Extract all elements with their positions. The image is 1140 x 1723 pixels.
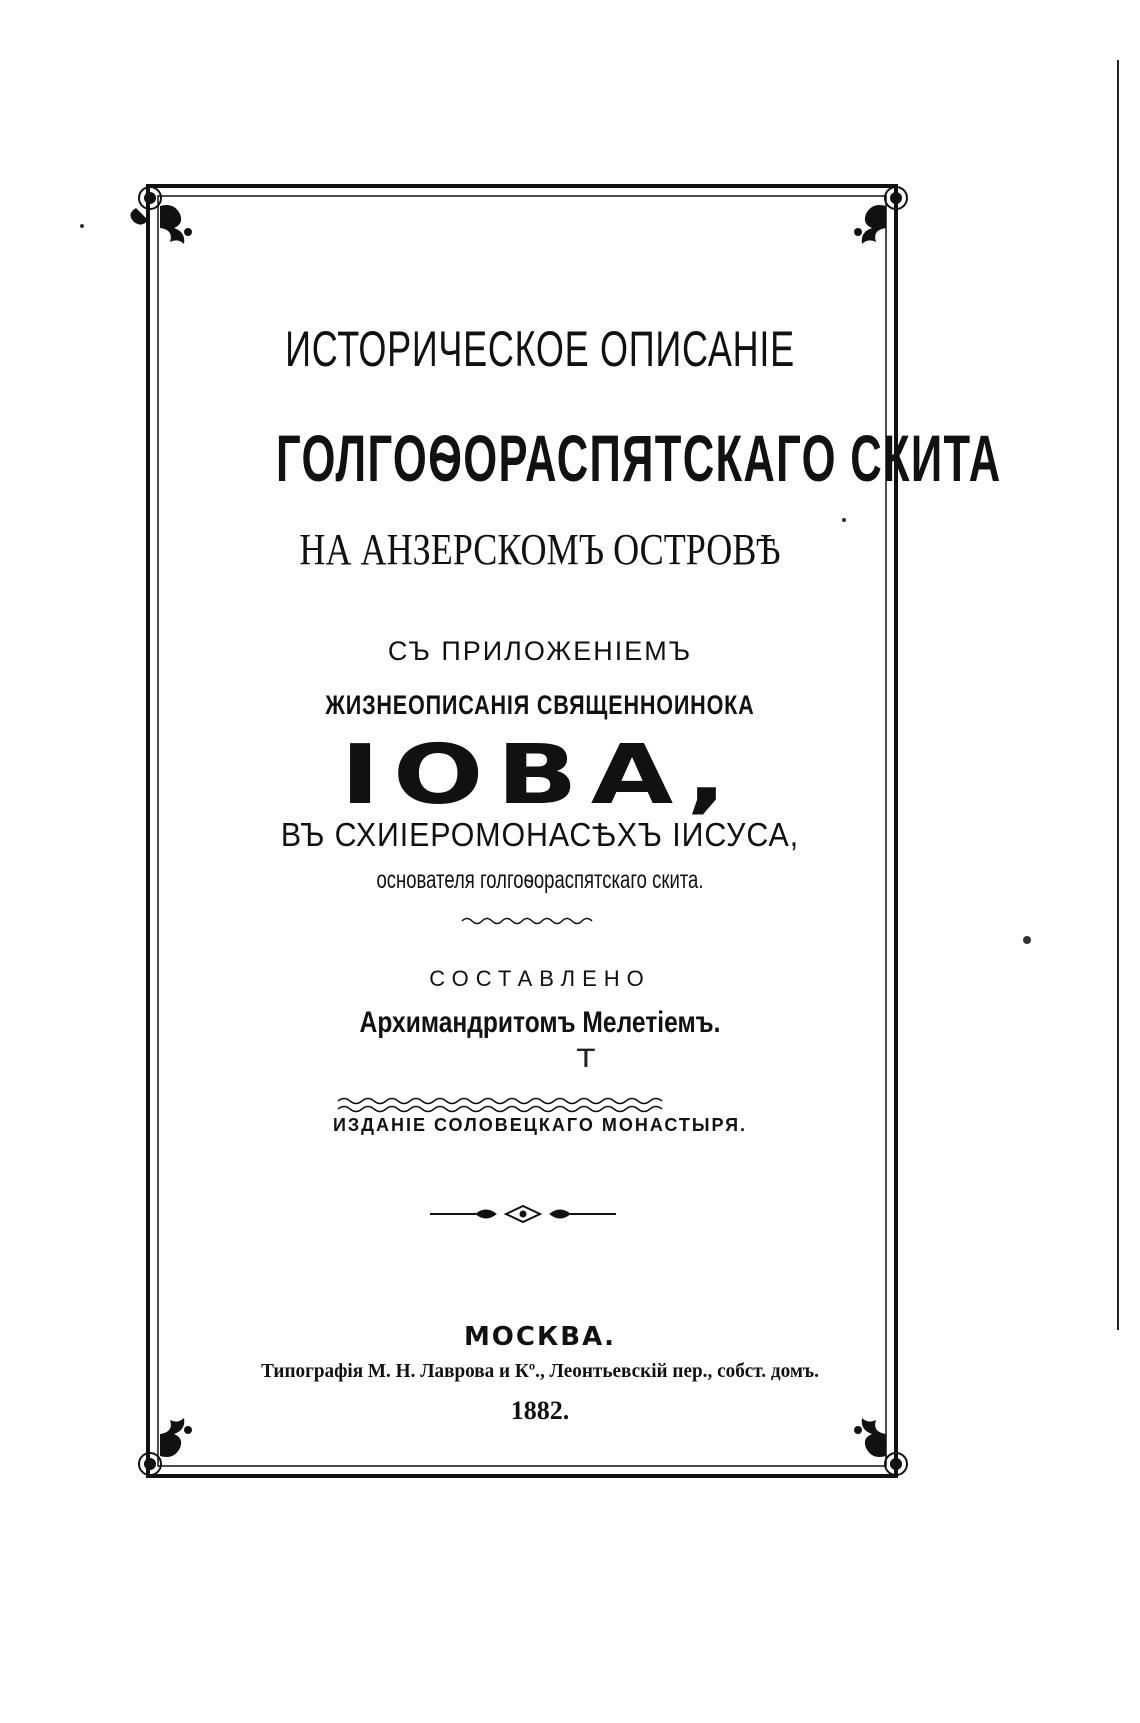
title-line-skete-name: ГОЛГОѲОРАСПЯТСКАГО СКИТА — [276, 421, 1002, 495]
title-line-historical-description: ИСТОРИЧЕСКОЕ ОПИСАНIЕ — [285, 321, 795, 377]
compiled-label: СОСТАВЛЕНО — [429, 966, 651, 991]
handwritten-mark: т — [576, 1036, 596, 1076]
wave-divider-icon — [338, 1099, 662, 1112]
subtitle-founder: основателя голгоѳораспятскаго скита. — [376, 866, 704, 894]
wave-divider-icon — [462, 919, 592, 924]
subtitle-schema-name: ВЪ СХИIЕРОМОНАСѢХЪ IИСУСА, — [280, 816, 800, 853]
subtitle-name-iov: IОВА, — [340, 728, 740, 823]
subtitle-biography: ЖИЗНЕОПИСАНIЯ СВЯЩЕННОИНОКА — [325, 690, 755, 720]
city-name: МОСКВА. — [463, 1322, 617, 1352]
printer-imprint: Типографiя М. Н. Лаврова и Кº., Леонтьевскiй пер., собст. домъ. — [261, 1360, 819, 1382]
leaf-divider-icon — [430, 1206, 616, 1222]
publication-year: 1882. — [510, 1396, 570, 1425]
author-name: Архимандритомъ Мелетiемъ. — [359, 1006, 721, 1039]
edition-line: ИЗДАНIЕ СОЛОВЕЦКАГО МОНАСТЫРЯ. — [332, 1115, 748, 1135]
subtitle-appendix: СЪ ПРИЛОЖЕНIЕМЪ — [387, 636, 693, 666]
title-line-island: НА АНЗЕРСКОМЪ ОСТРОВѢ — [299, 525, 781, 574]
